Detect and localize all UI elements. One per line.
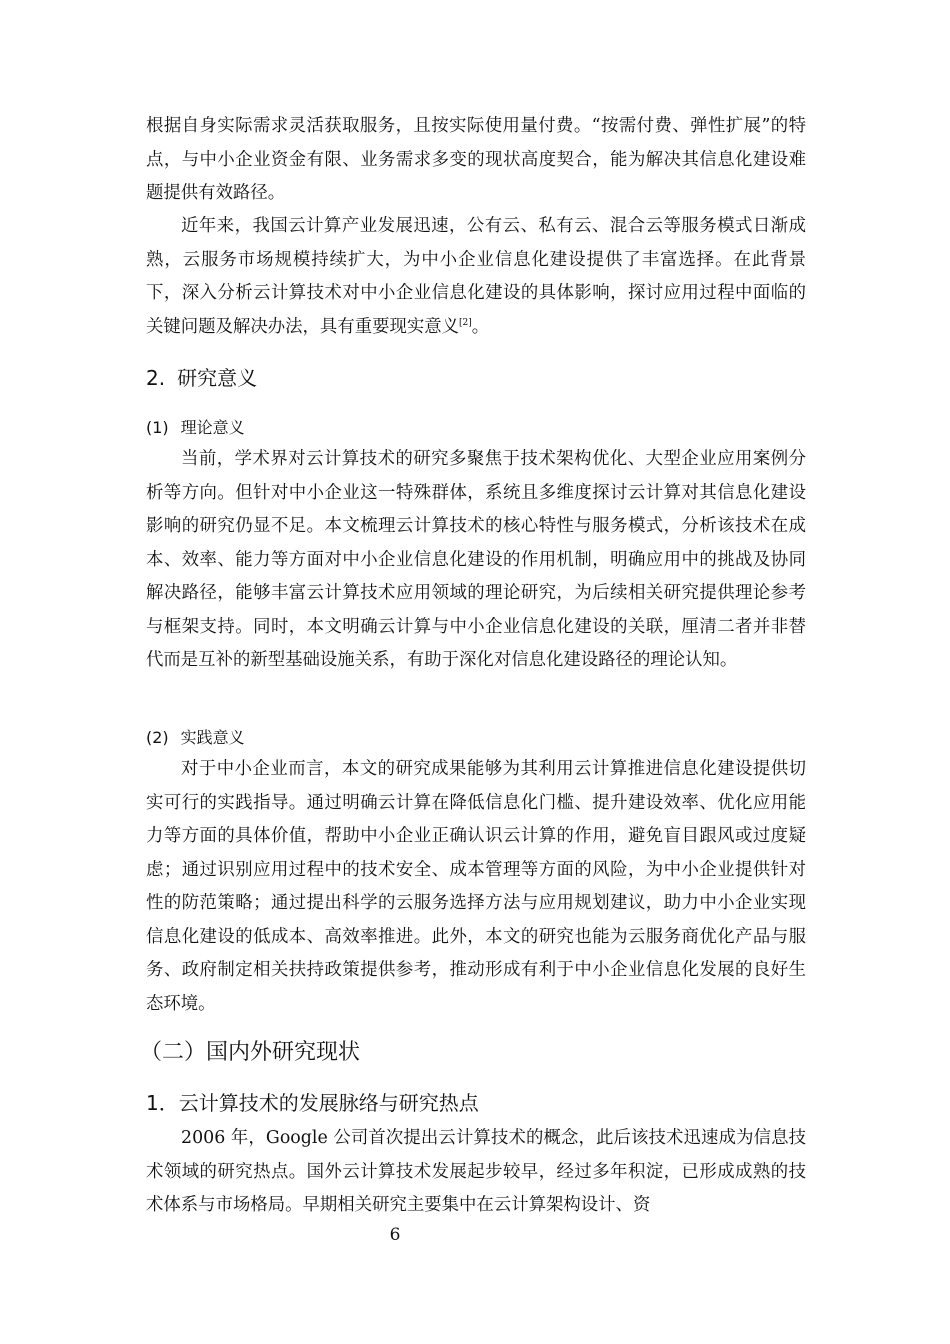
heading-practical-significance <box>146 725 245 748</box>
heading-section-research-status: （二）国内外研究现状 <box>140 1040 361 1065</box>
heading-research-significance <box>146 362 257 391</box>
heading-number: (2) <box>146 728 169 747</box>
heading-theoretical-significance <box>146 415 245 438</box>
heading-number: 2. <box>146 366 166 390</box>
paragraph-cloud-industry <box>146 210 806 344</box>
heading-number: (1) <box>146 418 169 437</box>
paragraph-practical: 对于中小企业而言，本文的研究成果能够为其利用云计算推进信息化建设提供切实可行的实践指导。通过明确云计算在降低信息化门槛、提升建设效率、优化应用能力等方面的具体价值，帮助中小企业正确认识云计算的作用，避免盲目跟风或过度疑虑；通过识别应用过程中的技术安全、成本管理等方面的风险，为中小企业提供针对性的防范策略；通过提出科学的云服务选择方法与应用规划建议，助力中小企业实现信息化建设的低成本、高效率推进。此外，本文的研究也能为云服务商优化产品与服务、政府制定相关扶持政策提供参考，推动形成有利于中小企业信息化发展的良好生态环境。 <box>146 759 806 1014</box>
heading-cloud-development: 1．云计算技术的发展脉络与研究热点 <box>146 1091 479 1115</box>
paragraph-intro-continued: 根据自身实际需求灵活获取服务，且按实际使用量付费。“按需付费、弹性扩展”的特点，与中小企业资金有限、业务需求多变的现状高度契合，能为解决其信息化建设难题提供有效路径。 <box>146 116 806 203</box>
paragraph-cloud-industry-text: 近年来，我国云计算产业发展迅速，公有云、私有云、混合云等服务模式日渐成熟，云服务市场规模持续扩大，为中小企业信息化建设提供了丰富选择。在此背景下，深入分析云计算技术对中小企业信息化建设的具体影响，探讨应用过程中面临的关键问题及解决办法，具有重要现实意义 <box>146 216 806 337</box>
heading-text: 理论意义 <box>180 418 245 437</box>
paragraph-cloud-history: 2006 年，Google 公司首次提出云计算技术的概念，此后该技术迅速成为信息技术领域的研究热点。国外云计算技术发展起步较早，经过多年积淀，已形成成熟的技术体系与市场格局。早期相关研究主要集中在云计算架构设计、资 <box>146 1128 806 1215</box>
paragraph-end-punct: 。 <box>471 316 490 337</box>
paragraph-theoretical: 当前，学术界对云计算技术的研究多聚焦于技术架构优化、大型企业应用案例分析等方向。但针对中小企业这一特殊群体，系统且多维度探讨云计算对其信息化建设影响的研究仍显不足。本文梳理云计算技术的核心特性与服务模式，分析该技术在成本、效率、能力等方面对中小企业信息化建设的作用机制，明确应用中的挑战及协同解决路径，能够丰富云计算技术应用领域的理论研究，为后续相关研究提供理论参考与框架支持。同时，本文明确云计算与中小企业信息化建设的关联，厘清二者并非替代而是互补的新型基础设施关系，有助于深化对信息化建设路径的理论认知。 <box>146 449 806 670</box>
page-number: 6 <box>389 1225 401 1245</box>
citation-ref: [2] <box>459 317 472 328</box>
heading-text: 实践意义 <box>180 728 245 747</box>
heading-text: 研究意义 <box>177 366 258 390</box>
